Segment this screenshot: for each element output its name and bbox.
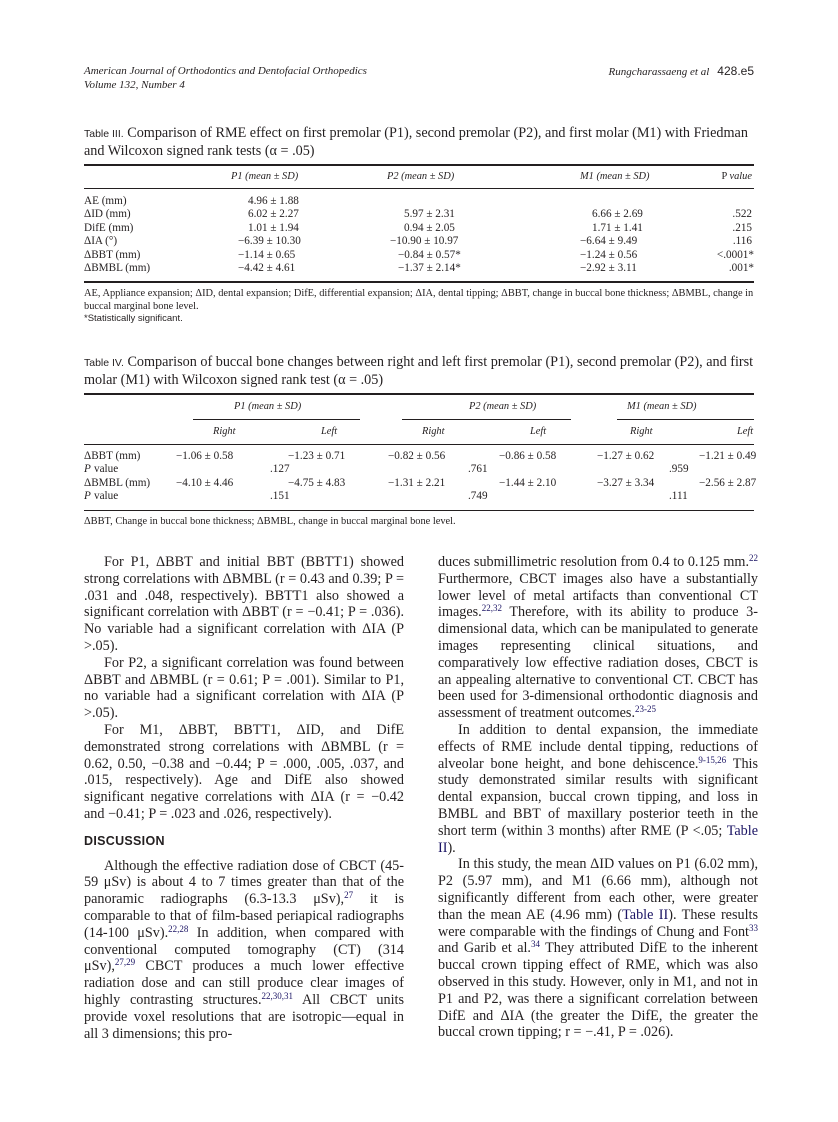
text-run: All CBCT units provide voxel resolutions that are isotropic—equal in all 3 dimensions; this pro- <box>84 991 404 1042</box>
table-cell: P <box>84 490 91 503</box>
table-cell: ΔID (mm) <box>84 208 131 221</box>
text-run: duces submillimetric resolution from 0.4 to 0.125 mm. <box>438 554 749 570</box>
table-cell: −0.84 ± 0.57* <box>398 248 461 261</box>
table-cell: −1.27 ± 0.62 <box>597 450 655 462</box>
text-run: it is comparable to that of film-based periapical radiographs (14-100 μSv). <box>84 891 404 941</box>
paragraph: For P2, a significant correlation was found between ΔBBT and ΔBMBL (r = 0.61; P = .001). Similar to P1, no variable had a significant correlation with ΔIA (P >.05). <box>84 654 404 722</box>
table-row <box>84 195 754 208</box>
group-header-p2: P2 (mean ± SD) <box>469 401 537 412</box>
table-2-link[interactable]: Table II <box>438 822 758 856</box>
body-column-right <box>438 554 758 1041</box>
table-3-header-row <box>84 166 754 188</box>
paragraph <box>438 856 758 1041</box>
table-row <box>84 490 754 503</box>
text-run: Furthermore, CBCT images also have a substantially lower level of metal artifacts than conventional CT images. <box>438 570 758 621</box>
table-cell: −1.31 ± 2.21 <box>388 476 446 489</box>
table-cell: .959 <box>669 463 689 476</box>
table-4-caption-text: Comparison of buccal bone changes between right and left first premolar (P1), second premolar (P2), and first molar (M1) with Wilcoxon signed rank test (α = .05) <box>84 354 754 388</box>
col-header-p2: P2 (mean ± SD) <box>387 171 455 182</box>
group-header-m1: M1 (mean ± SD) <box>627 401 697 412</box>
side-right: Right <box>630 426 653 437</box>
table-cell: −4.75 ± 4.83 <box>288 476 346 489</box>
text-run: This study demonstrated similar results with significant dental expansion, buccal crown tipping, and loss in BMBL and BBT of maxillary posterior teeth in the short term (within 3 months) after RME (P <.05; <box>438 755 758 839</box>
table-cell: DifE (mm) <box>84 221 134 234</box>
table-row <box>84 249 754 262</box>
table-cell: .127 <box>270 463 290 476</box>
citation-link[interactable]: 22,28 <box>168 923 189 934</box>
table-3-caption-text: Comparison of RME effect on first premolar (P1), second premolar (P2), and first molar (M1) with Friedman and Wilcoxon signed rank tests (α = .05) <box>84 125 748 159</box>
text-run: Therefore, with its ability to produce 3-dimensional data, which can be manipulated to generate images representing clinical situations, and comparatively low effective radiation doses, CBCT is an appealing alternative to conventional CT. CBCT has been used for 3-dimensional orthodontic diagnosis and assessment of treatment outcomes. <box>438 604 758 722</box>
table-row <box>84 262 754 275</box>
col-header-m1: M1 (mean ± SD) <box>580 171 650 182</box>
table-cell: .522 <box>732 208 752 221</box>
table-cell: ΔBBT (mm) <box>84 248 141 261</box>
side-left: Left <box>737 426 754 437</box>
text-run: Although the effective radiation dose of CBCT (45-59 μSv) is about 4 to 7 times greater than that of the panoramic radiographs (6.3-13.3 μSv), <box>84 857 404 908</box>
table-4 <box>84 354 757 528</box>
text-run: ). <box>447 839 456 856</box>
table-4-side-header <box>84 420 754 444</box>
table-cell: −1.37 ± 2.14* <box>398 261 461 274</box>
side-right: Right <box>422 426 445 437</box>
authors: Rungcharassaeng et al <box>608 66 710 78</box>
table-cell: .215 <box>732 221 752 234</box>
table-3-label: Table III. <box>84 128 124 140</box>
table-cell: −1.14 ± 0.65 <box>238 248 296 261</box>
side-left: Left <box>321 426 338 437</box>
citation-link[interactable]: 22,32 <box>481 603 502 614</box>
table-cell: .111 <box>669 490 688 503</box>
table-cell: −1.06 ± 0.58 <box>176 450 234 462</box>
table-row <box>84 222 754 235</box>
table-row <box>84 476 757 490</box>
side-right: Right <box>213 426 236 437</box>
table-4-group-header <box>84 395 754 419</box>
table-3-footnote <box>84 288 754 326</box>
table-4-caption <box>84 354 754 389</box>
paragraph: For M1, ΔBBT, BBTT1, ΔID, and DifE demonstrated strong correlations with ΔBMBL (r = 0.62, 0.50, −0.38 and −0.44; P = .000, .005, .037, and .015, respectively). Age and DifE also showed significant negative correlations with ΔIA (r = −0.42 and −0.41; P = .023 and .026, respectively). <box>84 721 404 822</box>
paragraph: For P1, ΔBBT and initial BBT (BBTT1) showed strong correlations with ΔBMBL (r = 0.43 and 0.39; P = .031 and .048, respectively). BBTT1 also showed a significant correlation with ΔBBT (r = −0.41; P = .036). No variable had a significant correlation with ΔIA (P >.05). <box>84 554 404 654</box>
table-cell: AE (mm) <box>84 195 127 207</box>
table-4-body <box>84 450 757 504</box>
text-run: In addition, when compared with conventional computed tomography (CT) (314 μSv), <box>84 924 405 975</box>
table-cell: value <box>94 463 119 476</box>
table-2-link[interactable]: Table II <box>622 906 669 923</box>
citation-link[interactable]: 27 <box>344 890 354 901</box>
table-4-footnote: ΔBBT, Change in buccal bone thickness; ΔBMBL, change in buccal marginal bone level. <box>84 515 456 527</box>
table-cell: −3.27 ± 3.34 <box>597 476 655 489</box>
table-cell: −0.86 ± 0.58 <box>499 450 557 462</box>
table-row <box>84 208 754 221</box>
table-cell: −6.39 ± 10.30 <box>238 235 301 248</box>
table-cell: .116 <box>732 235 752 248</box>
section-heading-discussion: DISCUSSION <box>84 833 165 848</box>
citation-link[interactable]: 22,30,31 <box>261 990 293 1001</box>
table-cell: 5.97 ± 2.31 <box>404 208 455 221</box>
author-page <box>608 64 754 79</box>
paragraph <box>438 554 758 722</box>
table-cell: ΔIA (°) <box>84 235 118 248</box>
table-4-label: Table IV. <box>84 357 124 369</box>
side-left: Left <box>530 426 547 437</box>
table-cell: .749 <box>468 490 488 503</box>
table-cell: −10.90 ± 10.97 <box>390 235 459 248</box>
table-cell: .761 <box>468 463 488 476</box>
table-cell: −1.23 ± 0.71 <box>288 450 346 462</box>
table-cell: P <box>84 463 91 476</box>
table-cell: 6.66 ± 2.69 <box>592 208 643 221</box>
text-run: In addition to dental expansion, the immediate effects of RME include dental tipping, reductions of alveolar bone height, and bone dehiscence. <box>438 721 758 772</box>
text-run: and Garib et al. <box>438 940 531 957</box>
citation-link[interactable]: 22 <box>749 553 758 563</box>
journal-info <box>84 64 367 92</box>
table-cell: <.0001* <box>716 248 754 261</box>
table-row <box>84 450 757 463</box>
table-3-caption <box>84 125 754 160</box>
body-column-left <box>84 554 404 1042</box>
table-cell: −6.64 ± 9.49 <box>580 235 638 248</box>
page-number: 428.e5 <box>717 64 754 78</box>
table-row <box>84 463 754 476</box>
table-cell: ΔBBT (mm) <box>84 450 141 462</box>
paragraph <box>84 858 404 1043</box>
table-cell: 1.71 ± 1.41 <box>592 221 643 234</box>
abbreviations-note: AE, Appliance expansion; ΔID, dental expansion; DifE, differential expansion; ΔIA, dental tipping; ΔBBT, change in buccal bone thickness; ΔBMBL, change in buccal marginal bone level. <box>84 288 754 312</box>
table-cell: 6.02 ± 2.27 <box>248 208 299 221</box>
table-cell: −4.10 ± 4.46 <box>176 476 234 489</box>
table-cell: .001* <box>728 261 754 274</box>
text-run: In this study, the mean ΔID values on P1 (6.02 mm), P2 (5.97 mm), and M1 (6.66 mm), although not significantly different from each other, were greater than the mean AE (4.96 mm) ( <box>438 856 758 923</box>
citation-link[interactable]: 27,29 <box>114 957 136 968</box>
table-row <box>84 235 754 248</box>
table-cell: −1.24 ± 0.56 <box>580 248 638 261</box>
table-cell: ΔBMBL (mm) <box>84 476 151 489</box>
table-cell: −0.82 ± 0.56 <box>388 450 446 462</box>
table-cell: −2.56 ± 2.87 <box>699 476 757 489</box>
table-cell: 1.01 ± 1.94 <box>248 221 299 234</box>
journal-title: American Journal of Orthodontics and Dentofacial Orthopedics <box>84 65 367 77</box>
table-bottom-rule <box>84 281 754 283</box>
table-cell: −4.42 ± 4.61 <box>238 261 296 274</box>
journal-volume: Volume 132, Number 4 <box>84 79 185 91</box>
table-cell: .151 <box>270 490 290 503</box>
citation-link[interactable]: 33 <box>749 922 758 933</box>
table-cell: −2.92 ± 3.11 <box>580 261 637 274</box>
col-header-p1: P1 (mean ± SD) <box>231 171 299 182</box>
significance-note: *Statistically significant. <box>84 313 183 325</box>
citation-link[interactable]: 9-15,26 <box>698 754 727 765</box>
paragraph <box>438 722 758 856</box>
table-cell: 4.96 ± 1.88 <box>248 195 299 207</box>
table-cell: −1.21 ± 0.49 <box>699 450 757 462</box>
table-cell: 0.94 ± 2.05 <box>404 221 455 234</box>
citation-link[interactable]: 34 <box>530 939 540 950</box>
citation-link[interactable]: 23-25 <box>635 704 656 715</box>
table-cell: ΔBMBL (mm) <box>84 261 151 274</box>
table-cell: value <box>94 490 119 503</box>
text-run: CBCT produces a much lower effective radiation dose and can still produce clear images of highly contrasting structures. <box>84 958 404 1008</box>
group-header-p1: P1 (mean ± SD) <box>234 401 302 412</box>
table-bottom-rule <box>84 510 754 511</box>
text-run: ). These results were comparable with the findings of Chung and Font <box>438 906 758 940</box>
table-3 <box>84 125 754 326</box>
table-cell: −1.44 ± 2.10 <box>499 476 557 489</box>
table-3-body <box>84 195 754 275</box>
col-header-pvalue: P value <box>721 171 752 182</box>
text-run: They attributed DifE to the inherent buccal crown tipping effect of RME, which was also observed in this study. However, only in M1, and not in P1 and P2, was there a significant correlation between DifE and ΔIA (the greater the DifE, the greater the buccal crown tipping; r = −.41, P = .026). <box>438 940 758 1041</box>
